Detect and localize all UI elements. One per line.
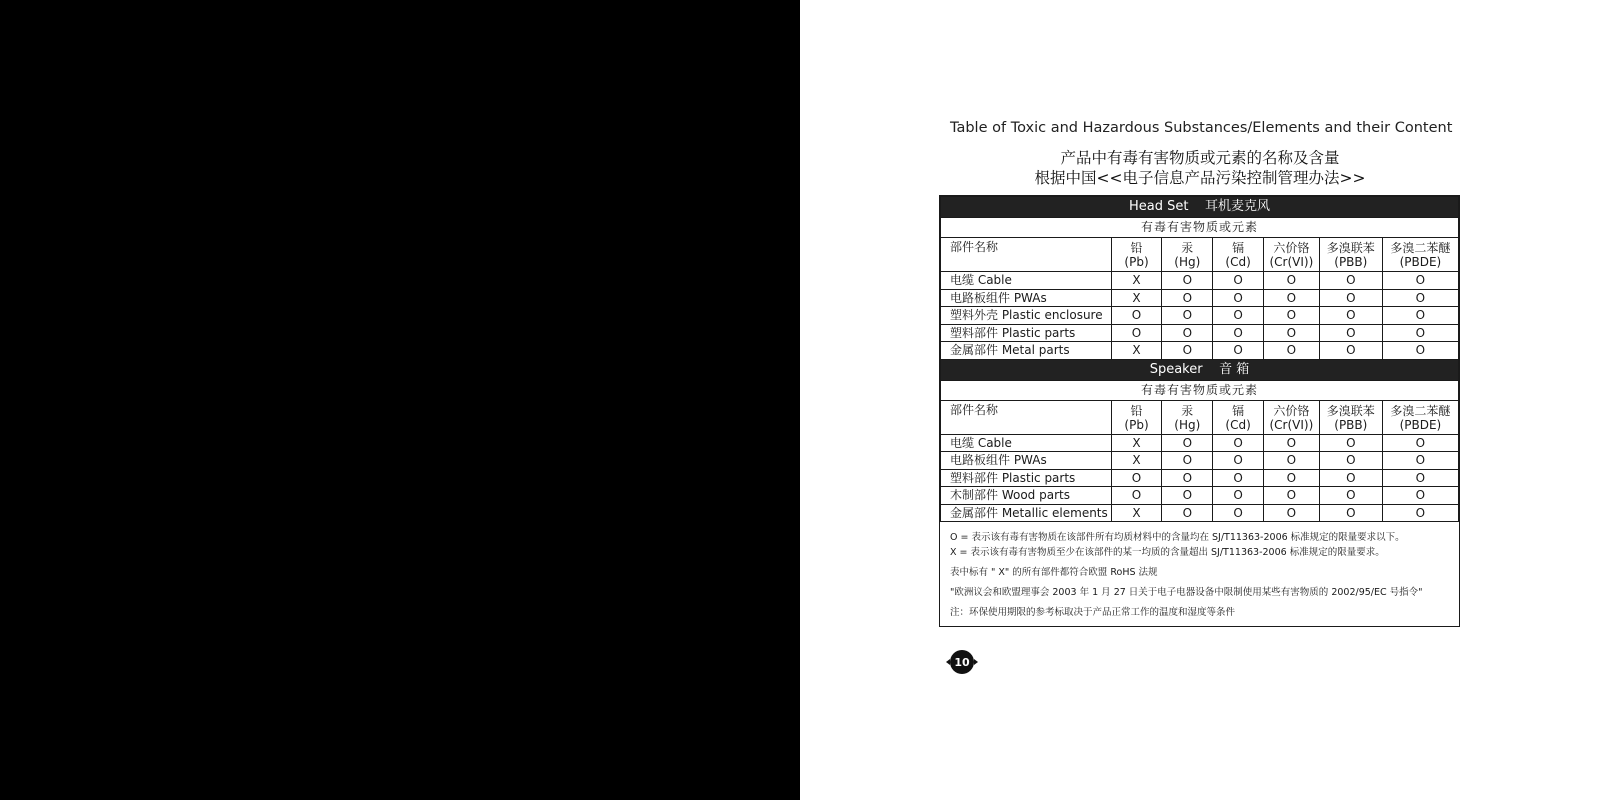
substance-mark-cell: O <box>1382 342 1458 360</box>
part-name-cell: 木制部件 Wood parts <box>941 487 1112 505</box>
part-name-cell: 金属部件 Metal parts <box>941 342 1112 360</box>
substance-mark-cell: O <box>1213 324 1264 342</box>
substance-mark-cell: O <box>1263 452 1319 470</box>
table-row <box>941 324 1459 342</box>
notes-section <box>940 522 1459 626</box>
column-header-cr-symbol: (Cr(VI)) <box>1269 417 1314 432</box>
substance-mark-cell: O <box>1263 487 1319 505</box>
substance-mark-cell: O <box>1213 469 1264 487</box>
part-name-cell: 塑料部件 Plastic parts <box>941 324 1112 342</box>
column-header-cd-symbol: (Cd) <box>1225 255 1251 269</box>
substance-mark-cell: O <box>1162 342 1213 360</box>
column-header-cd <box>1213 400 1264 434</box>
column-header-hg <box>1162 400 1213 434</box>
title-english: Table of Toxic and Hazardous Substances/Elements and their Content <box>950 120 1453 136</box>
part-name-cell: 塑料外壳 Plastic enclosure <box>941 307 1112 325</box>
table-row <box>941 342 1459 360</box>
substance-mark-cell: O <box>1382 504 1458 522</box>
note-eu-directive: "欧洲议会和欧盟理事会 2003 年 1 月 27 日关于电子电器设备中限制使用某些有害物质的 2002/95/EC 号指令" <box>950 587 1423 598</box>
column-header-hg-cn: 汞 <box>1181 403 1194 418</box>
column-header-pbde <box>1382 238 1458 272</box>
column-header-pb <box>1111 400 1162 434</box>
substance-mark-cell: O <box>1213 272 1264 290</box>
table-row <box>941 434 1459 452</box>
substance-mark-cell: O <box>1382 272 1458 290</box>
column-header-hg-cn: 汞 <box>1181 241 1194 255</box>
column-header-cd-symbol: (Cd) <box>1225 417 1251 432</box>
substance-mark-cell: O <box>1319 324 1382 342</box>
column-header-cr <box>1263 400 1319 434</box>
part-name-cell: 电缆 Cable <box>941 434 1112 452</box>
column-header-pb-symbol: (Pb) <box>1124 255 1149 269</box>
substance-mark-cell: O <box>1213 307 1264 325</box>
substance-mark-cell: O <box>1319 452 1382 470</box>
substance-mark-cell: O <box>1382 452 1458 470</box>
column-header-pb-symbol: (Pb) <box>1124 417 1149 432</box>
column-header-cr-cn: 六价铬 <box>1273 403 1310 418</box>
table-row <box>941 469 1459 487</box>
substances-table-box <box>939 195 1460 627</box>
note-rohs: 表中标有 " X" 的所有部件都符合欧盟 RoHS 法规 <box>950 567 1158 578</box>
substance-mark-cell: O <box>1111 307 1162 325</box>
table-row <box>941 487 1459 505</box>
substance-mark-cell: O <box>1162 324 1213 342</box>
column-header-hg-symbol: (Hg) <box>1174 255 1201 269</box>
column-header-pbb-symbol: (PBB) <box>1334 255 1368 269</box>
substance-mark-cell: O <box>1162 469 1213 487</box>
substance-mark-cell: X <box>1111 452 1162 470</box>
substance-mark-cell: O <box>1319 487 1382 505</box>
substance-mark-cell: O <box>1162 504 1213 522</box>
substance-mark-cell: O <box>1162 307 1213 325</box>
part-name-cell: 金属部件 Metallic elements <box>941 504 1112 522</box>
column-header-cd-cn: 镉 <box>1232 241 1245 255</box>
substance-mark-cell: O <box>1319 272 1382 290</box>
substance-mark-cell: O <box>1162 289 1213 307</box>
page-number-badge <box>950 650 974 674</box>
column-header-pbde-cn: 多溴二苯醚 <box>1390 241 1451 255</box>
substance-mark-cell: O <box>1162 452 1213 470</box>
substance-mark-cell: X <box>1111 434 1162 452</box>
substance-mark-cell: X <box>1111 272 1162 290</box>
substance-mark-cell: O <box>1263 289 1319 307</box>
title-chinese-line2: 根据中国<<电子信息产品污染控制管理办法>> <box>1034 169 1366 187</box>
substance-mark-cell: O <box>1213 289 1264 307</box>
substance-mark-cell: X <box>1111 289 1162 307</box>
section-header-row <box>941 359 1459 380</box>
column-header-pbde-cn: 多溴二苯醚 <box>1390 403 1451 418</box>
substance-mark-cell: O <box>1382 307 1458 325</box>
substance-mark-cell: O <box>1213 452 1264 470</box>
column-header-pb-cn: 铅 <box>1130 403 1143 418</box>
substance-mark-cell: O <box>1382 289 1458 307</box>
substance-mark-cell: O <box>1162 434 1213 452</box>
table-row <box>941 452 1459 470</box>
substance-mark-cell: X <box>1111 342 1162 360</box>
section-header-row <box>941 197 1459 218</box>
substance-mark-cell: O <box>1263 324 1319 342</box>
substance-mark-cell: O <box>1111 469 1162 487</box>
column-header-pbb-cn: 多溴联苯 <box>1326 403 1375 418</box>
substance-mark-cell: O <box>1111 487 1162 505</box>
substance-mark-cell: O <box>1213 434 1264 452</box>
note-x-definition: X = 表示该有毒有害物质至少在该部件的某一均质的含量超出 SJ/T11363-2006 标准规定的限量要求。 <box>950 547 1385 558</box>
column-header-cd <box>1213 238 1264 272</box>
note-environmental-period: 注：环保使用期限的参考标取决于产品正常工作的温度和湿度等条件 <box>950 607 1236 618</box>
substance-mark-cell: O <box>1319 504 1382 522</box>
column-header-part-name: 部件名称 <box>941 238 1112 272</box>
substance-mark-cell: O <box>1162 272 1213 290</box>
column-header-row <box>941 238 1459 272</box>
title-chinese-line1: 产品中有毒有害物质或元素的名称及含量 <box>1060 149 1340 167</box>
note-o-definition: O = 表示该有毒有害物质在该部件所有均质材料中的含量均在 SJ/T11363-2006 标准规定的限量要求以下。 <box>950 532 1405 543</box>
part-name-cell: 电路板组件 PWAs <box>941 289 1112 307</box>
title-chinese <box>940 148 1460 188</box>
substance-mark-cell: O <box>1382 469 1458 487</box>
substance-mark-cell: O <box>1263 469 1319 487</box>
column-header-row <box>941 400 1459 434</box>
substance-mark-cell: O <box>1213 342 1264 360</box>
column-header-cd-cn: 镉 <box>1232 403 1245 418</box>
substances-table <box>940 196 1459 522</box>
substances-header-row <box>941 380 1459 400</box>
substance-mark-cell: O <box>1263 307 1319 325</box>
column-header-cr <box>1263 238 1319 272</box>
column-header-pbde <box>1382 400 1458 434</box>
substance-mark-cell: O <box>1213 504 1264 522</box>
column-header-pbb-cn: 多溴联苯 <box>1326 241 1375 255</box>
part-name-cell: 电缆 Cable <box>941 272 1112 290</box>
column-header-pb <box>1111 238 1162 272</box>
substance-mark-cell: O <box>1111 324 1162 342</box>
column-header-pb-cn: 铅 <box>1130 241 1143 255</box>
column-header-pbb <box>1319 400 1382 434</box>
page-number: 10 <box>954 655 970 669</box>
column-header-cr-cn: 六价铬 <box>1273 241 1310 255</box>
substance-mark-cell: O <box>1382 487 1458 505</box>
substance-mark-cell: O <box>1319 307 1382 325</box>
column-header-pbde-symbol: (PBDE) <box>1399 417 1442 432</box>
table-row <box>941 307 1459 325</box>
table-row <box>941 272 1459 290</box>
column-header-hg-symbol: (Hg) <box>1174 417 1201 432</box>
substance-mark-cell: O <box>1382 434 1458 452</box>
substance-mark-cell: O <box>1319 434 1382 452</box>
substance-mark-cell: O <box>1263 342 1319 360</box>
column-header-hg <box>1162 238 1213 272</box>
substances-header: 有毒有害物质或元素 <box>941 380 1459 400</box>
column-header-pbde-symbol: (PBDE) <box>1399 255 1442 269</box>
substance-mark-cell: O <box>1263 504 1319 522</box>
section-title: Head Set 耳机麦克风 <box>941 197 1459 218</box>
table-row <box>941 504 1459 522</box>
section-title: Speaker 音 箱 <box>941 359 1459 380</box>
document-page <box>800 0 1600 800</box>
table-row <box>941 289 1459 307</box>
substances-header: 有毒有害物质或元素 <box>941 218 1459 238</box>
substance-mark-cell: O <box>1382 324 1458 342</box>
substances-header-row <box>941 218 1459 238</box>
column-header-pbb <box>1319 238 1382 272</box>
part-name-cell: 电路板组件 PWAs <box>941 452 1112 470</box>
substance-mark-cell: O <box>1162 487 1213 505</box>
substance-mark-cell: X <box>1111 504 1162 522</box>
column-header-pbb-symbol: (PBB) <box>1334 417 1368 432</box>
part-name-cell: 塑料部件 Plastic parts <box>941 469 1112 487</box>
column-header-cr-symbol: (Cr(VI)) <box>1269 255 1314 269</box>
substance-mark-cell: O <box>1319 289 1382 307</box>
substance-mark-cell: O <box>1213 487 1264 505</box>
substance-mark-cell: O <box>1319 342 1382 360</box>
substance-mark-cell: O <box>1263 434 1319 452</box>
substance-mark-cell: O <box>1319 469 1382 487</box>
substance-mark-cell: O <box>1263 272 1319 290</box>
column-header-part-name: 部件名称 <box>941 400 1112 434</box>
